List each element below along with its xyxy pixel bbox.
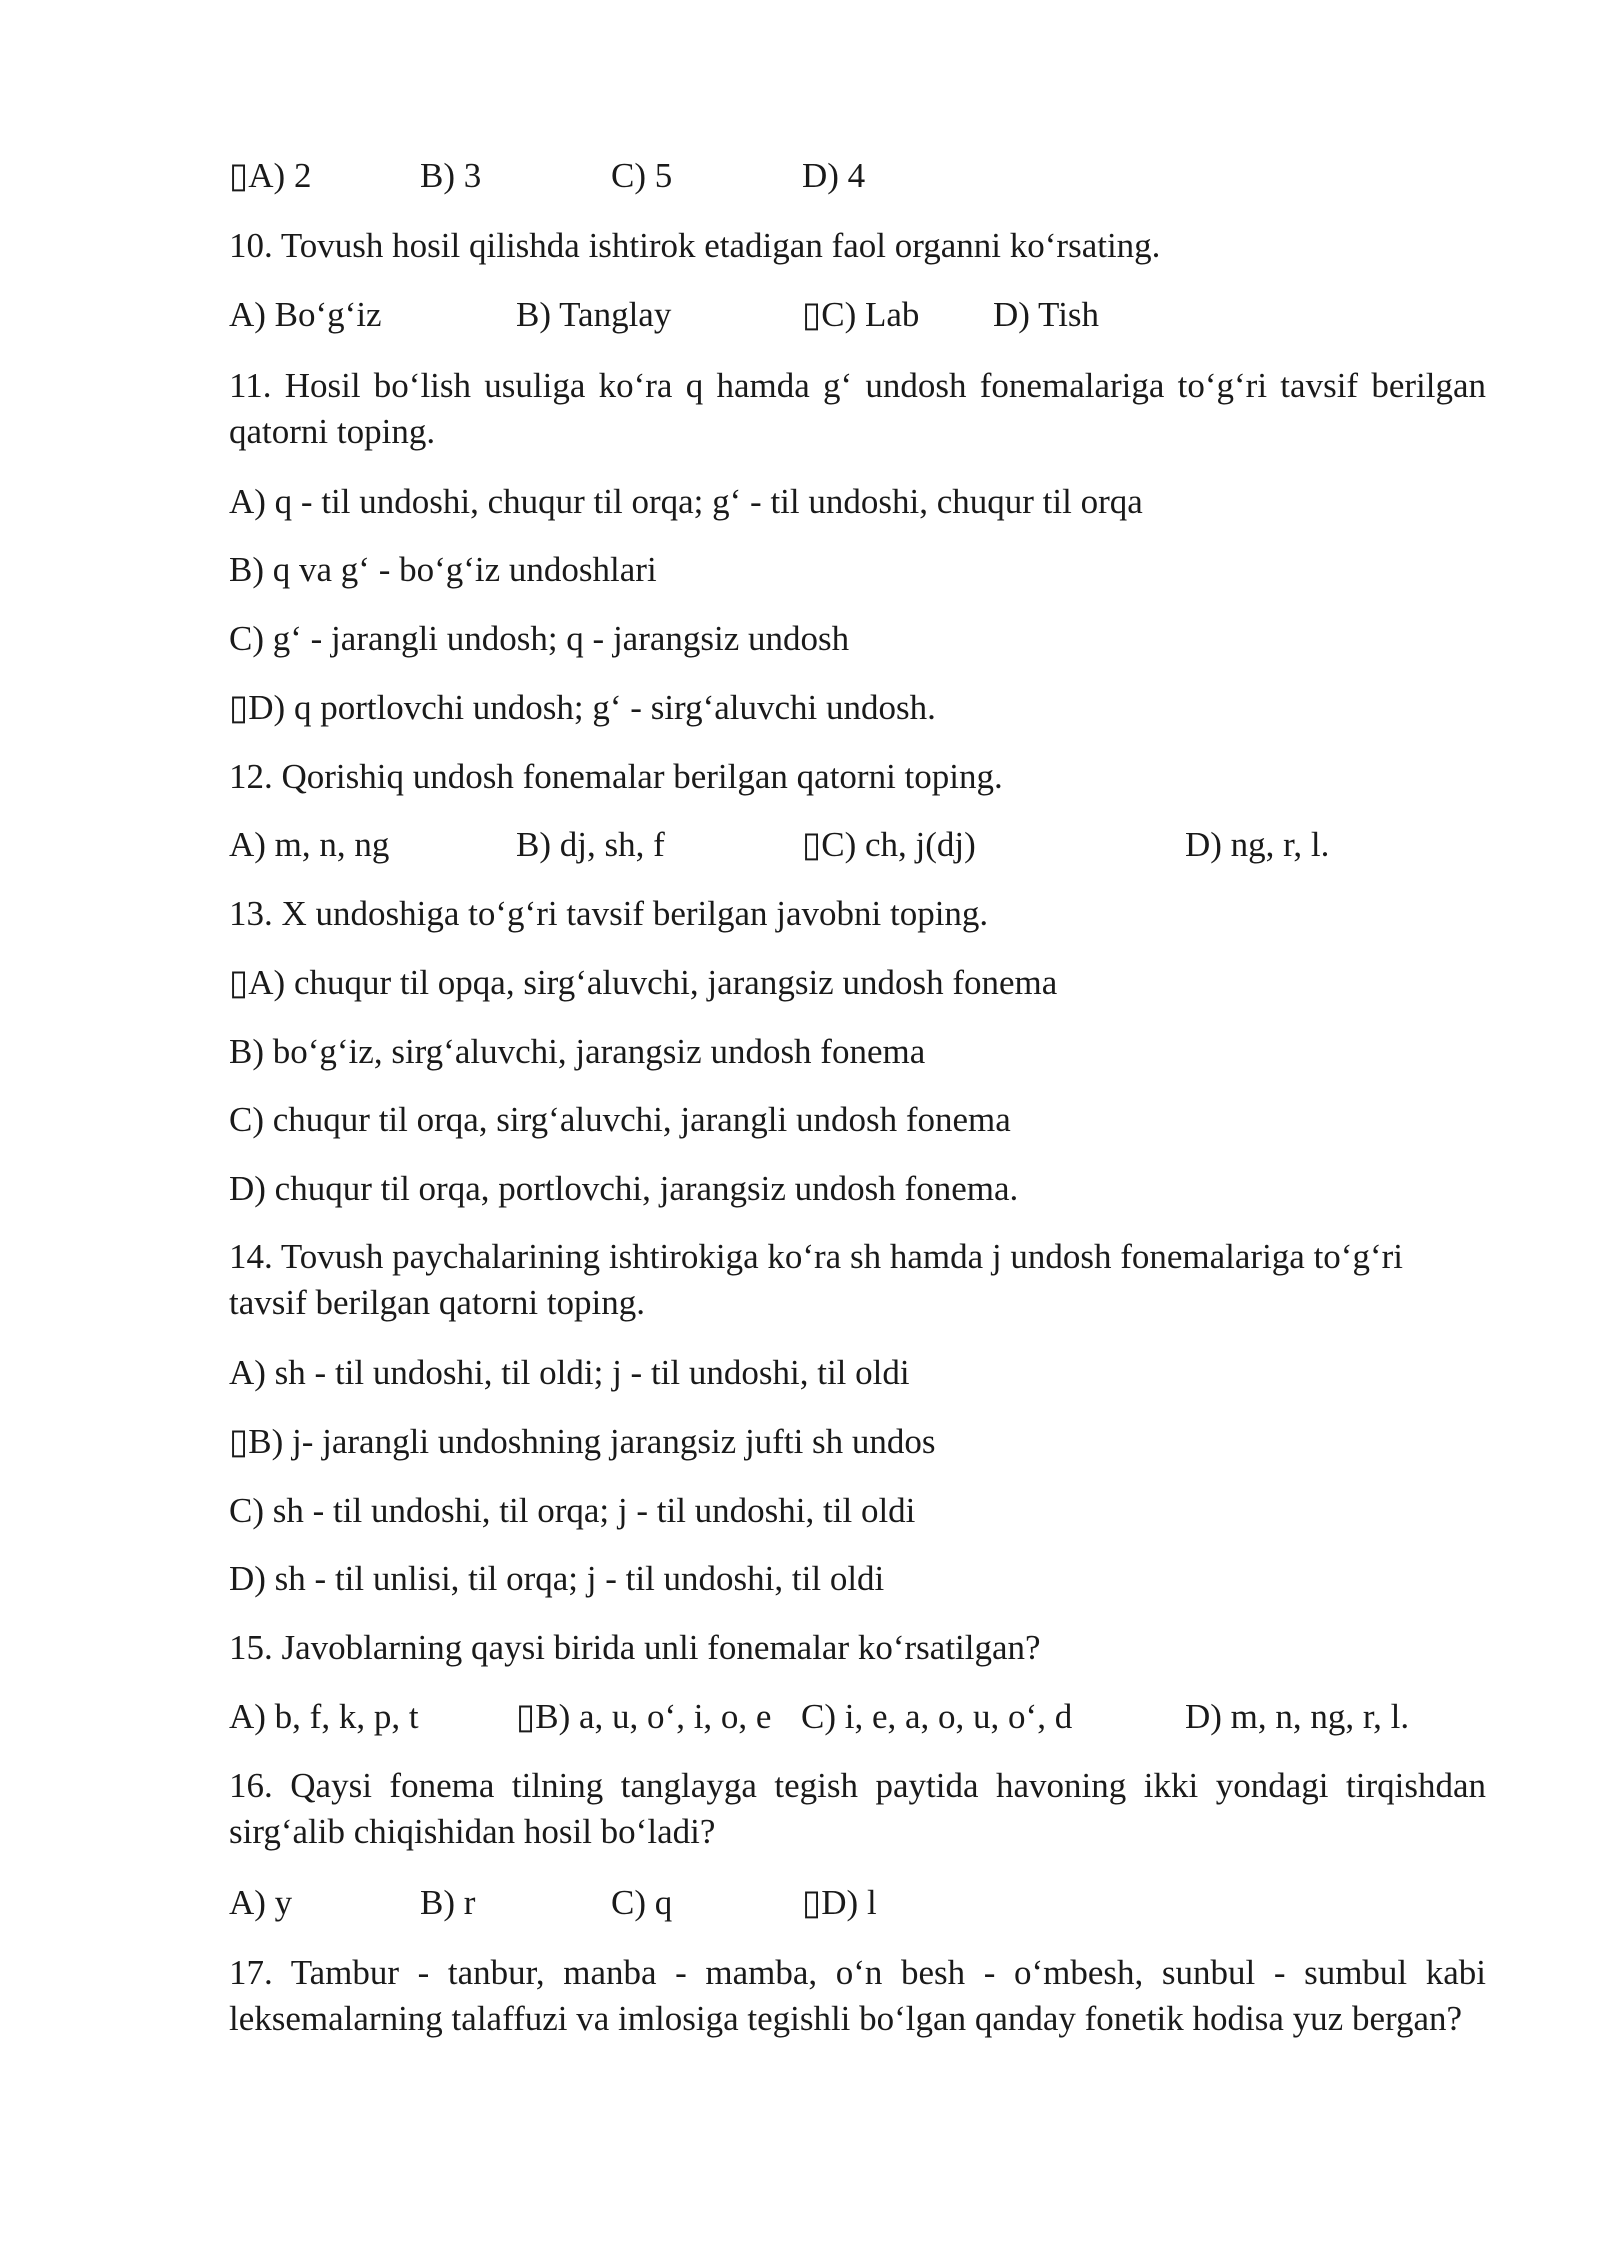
option-c: C) q [611,1883,673,1922]
option-b-q11: B) q va g‘ - bo‘g‘iz undoshlari [229,550,657,589]
option-b: B) r [420,1883,476,1922]
option-c: C) 5 [611,156,673,195]
question-16: 16. Qaysi fonema tilning tanglayga tegish paytida havoning ikki yondagi tirqishdan sirg‘alib chiqishidan hosil bo‘ladi? [229,1766,1486,1851]
option-a-q11: A) q - til undoshi, chuqur til orqa; g‘ - til undoshi, chuqur til orqa [229,482,1143,521]
option-d-q14: D) sh - til unlisi, til orqa; j - til undoshi, til oldi [229,1559,885,1598]
option-c: ▯C) ch, j(dj) [802,825,976,864]
question-17: 17. Tambur - tanbur, manba - mamba, o‘n besh - o‘mbesh, sunbul - sumbul kabi leksemalarning talaffuzi va imlosiga tegishli bo‘lgan qanday fonetik hodisa yuz bergan? [229,1953,1486,2038]
option-c-q13: C) chuqur til orqa, sirg‘aluvchi, jarangli undosh fonema [229,1100,1011,1139]
option-b: ▯B) a, u, o‘, i, o, e [516,1697,772,1736]
option-a: ▯A) 2 [229,156,312,195]
option-d: D) 4 [802,156,866,195]
option-c: ▯C) Lab [802,295,920,334]
option-a: A) b, f, k, p, t [229,1697,419,1736]
question-15: 15. Javoblarning qaysi birida unli fonemalar ko‘rsatilgan? [229,1628,1041,1667]
option-a: A) Bo‘g‘iz [229,295,382,334]
option-a: A) m, n, ng [229,825,390,864]
option-c-q14: C) sh - til undoshi, til orqa; j - til undoshi, til oldi [229,1491,916,1530]
option-a-q13: ▯A) chuqur til opqa, sirg‘aluvchi, jarangsiz undosh fonema [229,963,1058,1002]
option-a: A) y [229,1883,293,1922]
question-13: 13. X undoshiga to‘g‘ri tavsif berilgan javobni toping. [229,894,989,933]
option-d: ▯D) l [802,1883,877,1922]
question-12: 12. Qorishiq undosh fonemalar berilgan qatorni toping. [229,757,1003,796]
option-c: C) i, e, a, o, u, o‘, d [801,1697,1073,1736]
option-c-q11: C) g‘ - jarangli undosh; q - jarangsiz undosh [229,619,850,658]
option-b: B) 3 [420,156,482,195]
option-d: D) Tish [993,295,1100,334]
option-a-q14: A) sh - til undoshi, til oldi; j - til undoshi, til oldi [229,1353,910,1392]
option-d: D) ng, r, l. [1185,825,1330,864]
question-11: 11. Hosil bo‘lish usuliga ko‘ra q hamda g‘ undosh fonemalariga to‘g‘ri tavsif berilgan qatorni toping. [229,366,1486,451]
option-d: D) m, n, ng, r, l. [1185,1697,1410,1736]
question-14: 14. Tovush paychalarining ishtirokiga ko‘ra sh hamda j undosh fonemalariga to‘g‘ri tavsif berilgan qatorni toping. [229,1237,1403,1322]
question-10: 10. Tovush hosil qilishda ishtirok etadigan faol organni ko‘rsating. [229,226,1161,265]
option-b: B) Tanglay [516,295,672,334]
option-b: B) dj, sh, f [516,825,665,864]
option-b-q14: ▯B) j- jarangli undoshning jarangsiz jufti sh undos [229,1422,936,1461]
option-b-q13: B) bo‘g‘iz, sirg‘aluvchi, jarangsiz undosh fonema [229,1032,926,1071]
option-d-q11: ▯D) q portlovchi undosh; g‘ - sirg‘aluvchi undosh. [229,688,936,727]
option-d-q13: D) chuqur til orqa, portlovchi, jarangsiz undosh fonema. [229,1169,1019,1208]
